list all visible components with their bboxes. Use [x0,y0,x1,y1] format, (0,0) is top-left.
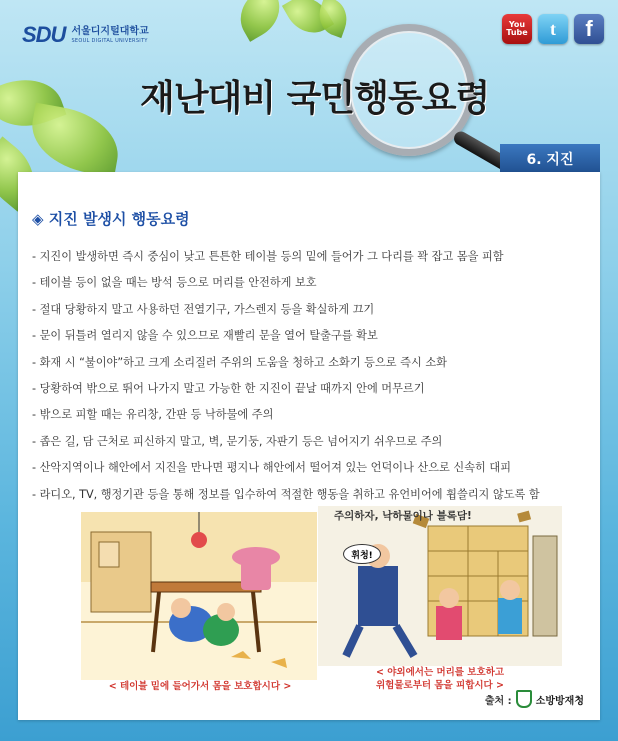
logo-text [71,27,148,44]
source-org: 소방방재청 [535,695,584,707]
illustration2-bubble: 휘청! [343,544,381,564]
list-item: - 라디오, TV, 행정기관 등을 통해 정보를 입수하여 적절한 행동을 취하고 유언비어에 휩쓸리지 않도록 함 [32,487,540,501]
youtube-icon[interactable]: You Tube [502,14,532,44]
source-credit [485,690,584,708]
list-item: - 문이 뒤틀려 열리지 않을 수 있으므로 재빨리 문을 열어 탈출구를 확보 [32,329,378,343]
social-links [502,14,604,44]
facebook-icon[interactable]: f [574,14,604,44]
illustration2-caption [318,666,562,692]
illustration2-caption-line2: 위험물로부터 몸을 피합시다 > [375,680,504,691]
leaf-decoration [230,0,290,42]
illustration-under-table [81,512,317,692]
logo-mark: SDU [22,22,66,47]
shield-icon [516,690,532,708]
illustration2-caption-line1: < 야외에서는 머리를 보호하고 [375,667,504,678]
illustration1-caption: < 테이블 밑에 들어가서 몸을 보호합시다 > [108,681,292,692]
content-card [18,172,600,720]
logo-english-name: SEOUL DIGITAL UNIVERSITY [71,37,148,44]
list-item: - 좁은 길, 담 근처로 피신하지 말고, 벽, 문기둥, 자판기 등은 넘어지기 쉬우므로 주의 [32,434,443,448]
twitter-icon[interactable]: t [538,14,568,44]
sdu-logo[interactable] [22,22,149,48]
list-item: - 밖으로 피할 때는 유리창, 간판 등 낙하물에 주의 [32,408,274,422]
section-tab-earthquake: 6. 지진 [500,144,600,174]
list-item: - 화재 시 “불이야”하고 크게 소리질러 주위의 도움을 청하고 소화기 등으로 즉시 소화 [32,355,447,369]
page-title: 재난대비 국민행동요령 [140,78,490,119]
list-item: - 절대 당황하지 말고 사용하던 전열기구, 가스렌지 등을 확실하게 끄기 [32,302,375,316]
list-item: - 당황하여 밖으로 뛰어 나가지 말고 가능한 한 지진이 끝날 때까지 안에 머무르기 [32,381,425,395]
source-label: 출처 : [484,695,512,707]
logo-korean-name: 서울디지털대학교 [71,25,149,37]
action-list [32,244,540,508]
list-item: - 테이블 등이 없을 때는 방석 등으로 머리를 안전하게 보호 [32,276,317,290]
illustration-outdoor [318,506,562,686]
leaf-decoration [25,103,124,178]
list-item: - 산악지역이나 해안에서 지진을 만나면 평지나 해안에서 떨어져 있는 언덕이나 산으로 신속히 대피 [32,461,511,475]
illustration2-speech: 주의하자, 낙하물이나 블록담! [334,510,472,522]
section-subtitle: ◈ 지진 발생시 행동요령 [32,210,190,228]
list-item: - 지진이 발생하면 즉시 중심이 낮고 튼튼한 테이블 등의 밑에 들어가 그 다리를 꽉 잡고 몸을 피함 [32,250,504,263]
